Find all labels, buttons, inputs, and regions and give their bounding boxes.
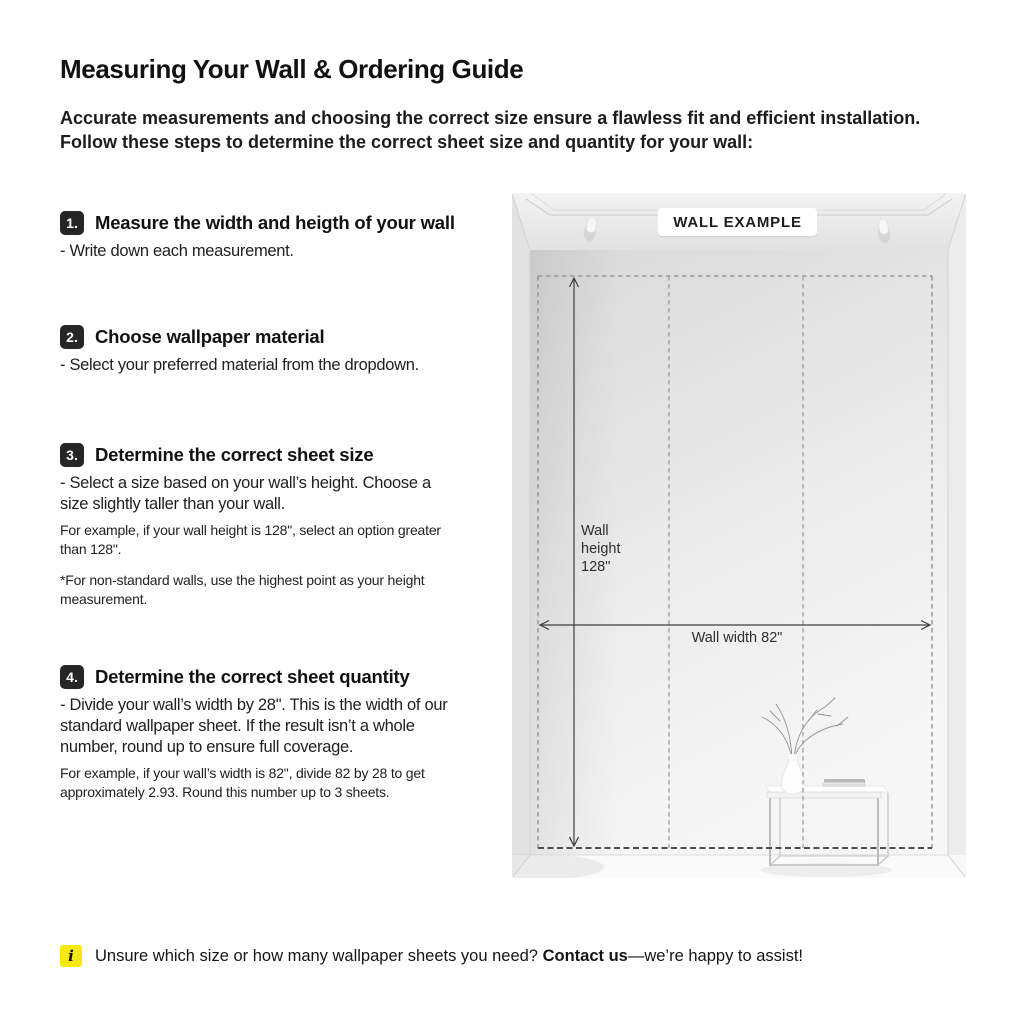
step-1 xyxy=(60,211,520,262)
wall-width-label: Wall width 82" xyxy=(691,630,783,646)
step-3-note-line: For example, if your wall height is 128", select an option greater xyxy=(60,522,441,538)
step-1-description xyxy=(60,241,520,262)
step-3-header xyxy=(60,443,520,467)
step-4 xyxy=(60,665,520,801)
footer-text-before: Unsure which size or how many wallpaper sheets you need? xyxy=(95,946,543,965)
footer-help xyxy=(60,945,803,967)
svg-text:height: height xyxy=(581,541,621,557)
step-1-header xyxy=(60,211,520,235)
footer-text-after: —we’re happy to assist! xyxy=(627,946,804,965)
step-2-heading: Choose wallpaper material xyxy=(95,326,325,347)
contact-us-link[interactable]: Contact us xyxy=(542,946,628,965)
step-2 xyxy=(60,325,520,376)
step-4-note-line: For example, if your wall’s width is 82", divide 82 by 28 to get xyxy=(60,765,425,781)
step-4-note-example xyxy=(60,764,520,801)
footer-text xyxy=(95,947,803,966)
step-4-note-line: approximately 2.93. Round this number up to 3 sheets. xyxy=(60,783,390,800)
step-3 xyxy=(60,443,520,608)
intro-line: Follow these steps to determine the correct sheet size and quantity for your wall: xyxy=(60,132,754,152)
right-wall xyxy=(948,193,966,878)
svg-text:128": 128" xyxy=(581,559,611,575)
step-2-description-line: - Select your preferred material from the dropdown. xyxy=(60,356,419,374)
wall-example-image xyxy=(512,193,966,878)
step-4-heading: Determine the correct sheet quantity xyxy=(95,666,410,687)
step-2-description xyxy=(60,355,520,376)
svg-text:Wall: Wall xyxy=(581,523,609,539)
step-3-note-line: than 128". xyxy=(60,540,122,557)
step-3-heading: Determine the correct sheet size xyxy=(95,444,374,465)
info-icon: i xyxy=(60,945,82,967)
wall-example-badge xyxy=(658,208,817,238)
step-3-description xyxy=(60,473,520,515)
step-4-description xyxy=(60,695,520,758)
books xyxy=(822,779,866,787)
step-1-heading: Measure the width and heigth of your wall xyxy=(95,212,455,233)
step-4-description-line: number, round up to ensure full coverage. xyxy=(60,738,354,756)
step-3-note-nonstandard xyxy=(60,571,520,608)
intro-text xyxy=(60,106,920,154)
intro-line: Accurate measurements and choosing the correct size ensure a flawless fit and efficient installation. xyxy=(60,108,921,128)
left-wall xyxy=(512,193,530,878)
wall-example-badge-label: WALL EXAMPLE xyxy=(673,214,802,231)
wall-example-svg xyxy=(512,193,966,878)
step-3-note-line: measurement. xyxy=(60,590,148,607)
page-title: Measuring Your Wall & Ordering Guide xyxy=(60,54,524,84)
step-4-number-badge: 4. xyxy=(60,665,84,689)
step-3-description-line: size slightly taller than your wall. xyxy=(60,495,285,513)
step-4-header xyxy=(60,665,520,689)
step-2-header xyxy=(60,325,520,349)
step-3-note-line: *For non-standard walls, use the highest point as your height xyxy=(60,572,425,588)
step-3-note-example xyxy=(60,521,520,558)
step-4-description-line: - Divide your wall’s width by 28". This is the width of our xyxy=(60,696,448,714)
step-1-description-line: - Write down each measurement. xyxy=(60,242,294,260)
step-1-number-badge: 1. xyxy=(60,211,84,235)
step-4-description-line: standard wallpaper sheet. If the result isn’t a whole xyxy=(60,717,415,735)
step-3-number-badge: 3. xyxy=(60,443,84,467)
step-2-number-badge: 2. xyxy=(60,325,84,349)
step-3-description-line: - Select a size based on your wall’s height. Choose a xyxy=(60,474,431,492)
